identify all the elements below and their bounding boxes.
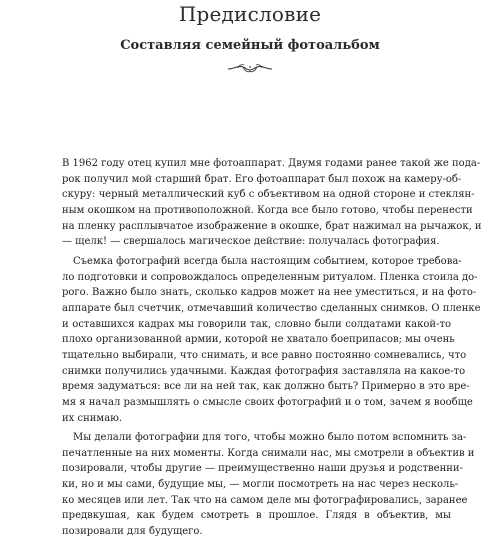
text-line: ки, но и мы сами, будущие мы, — могли посмотреть на нас через несколь- [62, 479, 459, 491]
chapter-title: Предисловие [178, 2, 322, 26]
text-line: плохо организованной армии, которой не хватало боеприпасов; мы очень [62, 334, 455, 346]
text-line: мя я начал размышлять о смысле своих фотографий и о том, зачем я вообще [62, 396, 473, 408]
text-line: на пленку расплывчатое изображение в окошке, брат нажимал на рычажок, и [62, 220, 482, 232]
text-line: их снимаю. [62, 412, 123, 424]
flourish-ornament-icon [226, 62, 274, 76]
text-line: позировали для будущего. [62, 526, 203, 538]
text-line: ко месяцев или лет. Так что на самом деле мы фотографировались, заранее [62, 494, 468, 506]
paragraph [62, 430, 475, 540]
text-line: Мы делали фотографии для того, чтобы можно было потом вспомнить за- [73, 432, 467, 444]
text-line: ло подготовки и сопровождалось определенным ритуалом. Пленка стоила до- [62, 271, 478, 283]
text-line: печатленные на них моменты. Когда снимали нас, мы смотрели в объектив и [62, 447, 475, 459]
text-line: позировали, чтобы другие — преимущественно наши друзья и родственни- [62, 463, 463, 475]
text-line: В 1962 году отец купил мне фотоаппарат. Двумя годами ранее такой же пода- [62, 158, 481, 169]
chapter-subtitle: Составляя семейный фотоальбом [120, 38, 380, 53]
text-line: ным окошком на противоположной. Когда все было готово, чтобы перенести [62, 204, 473, 216]
paragraph [62, 156, 482, 250]
text-line: рого. Важно было знать, сколько кадров может на нее уместиться, и на фото- [62, 287, 477, 299]
text-line: время задуматься: все ли на ней так, как должно быть? Примерно в это вре- [62, 381, 470, 393]
text-line: предвкушая, как будем смотреть в прошлое. Глядя в объектив, мы [62, 510, 451, 522]
text-line: снимки получились удачными. Каждая фотография заставляла на какое-то [62, 365, 466, 377]
text-line: аппарате был счетчик, отмечавший количество сделанных снимков. О пленке [62, 302, 481, 314]
text-line: рок получил мой старший брат. Его фотоаппарат был похож на камеру-об- [62, 173, 462, 185]
body-text [62, 156, 482, 540]
text-line: — щелк! — свершалось магическое действие: получалась фотография. [62, 236, 440, 248]
paragraph [62, 254, 481, 426]
text-line: Съемка фотографий всегда была настоящим событием, которое требова- [73, 255, 462, 267]
text-line: тщательно выбирали, что снимать, и все равно постоянно сомневались, что [62, 349, 467, 361]
text-line: и оставшихся кадрах мы говорили так, словно были солдатами какой-то [62, 318, 451, 330]
text-line: скуру: черный металлический куб с объективом на одной стороне и стеклян- [62, 189, 475, 201]
